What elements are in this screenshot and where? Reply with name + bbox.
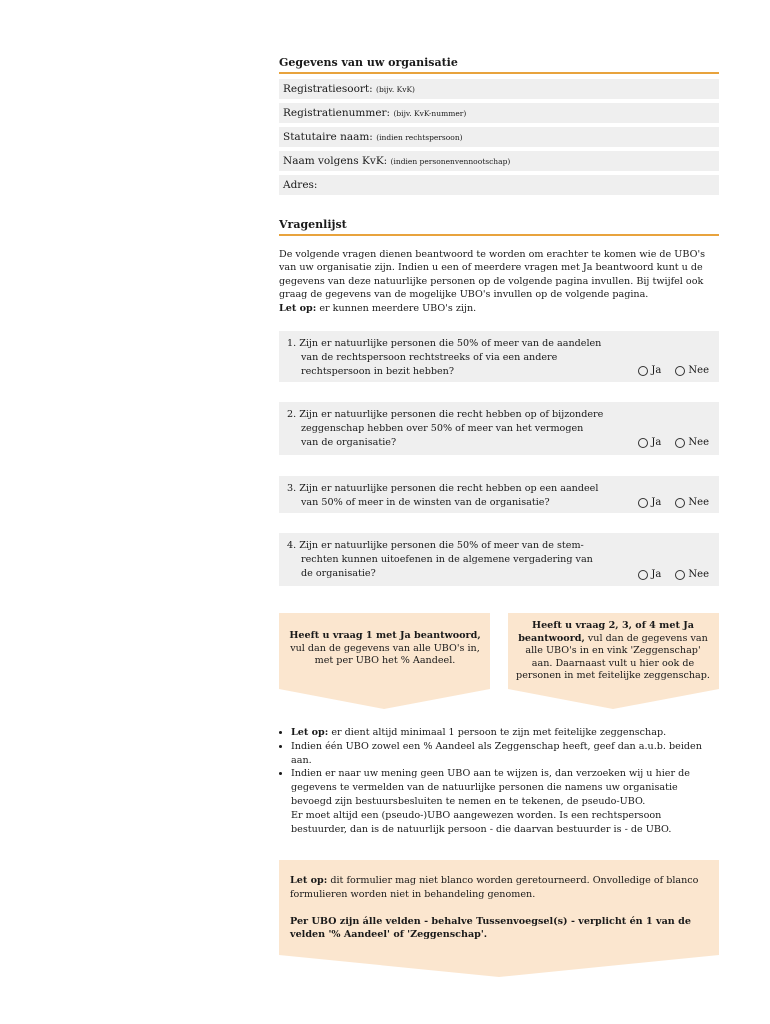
option-label: Ja [651,365,662,376]
list-item [291,740,719,768]
option-label: Ja [651,437,662,448]
option-label: Nee [688,437,709,448]
notes-list [279,726,719,836]
bullet-text: Indien één UBO zowel een % Aandeel als Zeggenschap heeft, geef dan a.u.b. beiden aan. [291,740,702,766]
question-line: 1. Zijn er natuurlijke personen die 50% of meer van de aandelen [287,338,602,349]
bullet-bold: Let op: [291,727,329,738]
callout-right-title: Heeft u vraag 2, 3, of 4 met Ja beantwoord, [518,620,694,644]
question-line: van de rechtspersoon rechtstreeks of via een andere [301,351,558,363]
field-label: Registratiesoort: [283,83,373,95]
callout-left-text: vul dan de gegevens van alle UBO's in, met per UBO het % Aandeel. [290,642,480,667]
bullet-text: er dient altijd minimaal 1 persoon te zijn met feitelijke zeggenschap. [328,727,667,738]
footer-note-text: dit formulier mag niet blanco worden geretourneerd. Onvolledige of blanco formulieren worden niet in behandeling genomen. [290,875,699,900]
field-hint: (indien rechtspersoon) [376,133,463,142]
footer-note-label: Let op: [290,875,328,886]
field-hint: (bijv. KvK) [376,85,415,94]
option-label: Nee [688,365,709,376]
question-line: van de organisatie? [301,436,397,448]
list-item [291,767,719,836]
option-label: Nee [688,569,709,580]
footer-note-paragraph [290,874,710,902]
footer-note [290,874,710,942]
questionnaire-title: Vragenlijst [279,218,347,231]
bullet-text: Indien er naar uw mening geen UBO aan te wijzen is, dan verzoeken wij u hier de gegevens te vermelden van de natuurlijke personen die namens uw organisatie bevoegd zijn bestuursbesluiten te nemen en te tekenen, de pseudo-UBO. [291,768,690,807]
option-label: Ja [651,569,662,580]
field-label: Naam volgens KvK: [283,155,388,167]
field-hint: (indien personenvennootschap) [390,157,511,166]
org-section-title: Gegevens van uw organisatie [279,56,458,69]
callout-right-text: vul dan de gegevens van alle UBO's in en vink 'Zeggenschap' aan. Daarnaast vult u hier ook de personen in met feitelijke zeggenschap. [516,632,710,682]
question-line: 3. Zijn er natuurlijke personen die recht hebben op een aandeel [287,483,599,494]
footer-note-required: Per UBO zijn álle velden - behalve Tussenvoegsel(s) - verplicht én 1 van de velden '% Aandeel' of 'Zeggenschap'. [290,915,691,941]
callout-left-title: Heeft u vraag 1 met Ja beantwoord, [289,630,481,641]
bullet-list [279,726,719,836]
field-label: Statutaire naam: [283,131,373,143]
question-line: 4. Zijn er natuurlijke personen die 50% of meer van de stem- [287,540,584,551]
intro-note-label: Let op: [279,302,317,314]
option-label: Ja [651,497,662,508]
question-line: rechten kunnen uitoefenen in de algemene vergadering van [301,553,593,565]
bullet-text: Er moet altijd een (pseudo-)UBO aangewezen worden. Is een rechtspersoon bestuurder, dan is de natuurlijk persoon - die daarvan bestuurder is - de UBO. [291,809,672,835]
field-label: Registratienummer: [283,107,391,119]
question-line: van 50% of meer in de winsten van de organisatie? [301,496,550,508]
question-line: zeggenschap hebben over 50% of meer van het vermogen [301,422,584,434]
intro-note-text: er kunnen meerdere UBO's zijn. [316,302,477,314]
option-label: Nee [688,497,709,508]
intro-text: De volgende vragen dienen beantwoord te worden om erachter te komen wie de UBO's van uw organisatie zijn. Indien u een of meerdere vragen met Ja beantwoord kunt u de gegevens van deze natuurlijke personen op de volgende pagina invullen. Bij twijfel ook graag de gegevens van de mogelijke UBO's invullen op de volgende pagina. [279,249,706,301]
list-item [291,726,719,740]
field-hint: (bijv. KvK-nummer) [393,109,467,118]
field-label: Adres: [283,179,318,191]
question-line: de organisatie? [301,567,376,579]
callout-right [514,620,712,683]
callout-left [287,630,483,668]
question-line: 2. Zijn er natuurlijke personen die recht hebben op of bijzondere [287,409,604,420]
question-line: rechtspersoon in bezit hebben? [301,365,454,377]
